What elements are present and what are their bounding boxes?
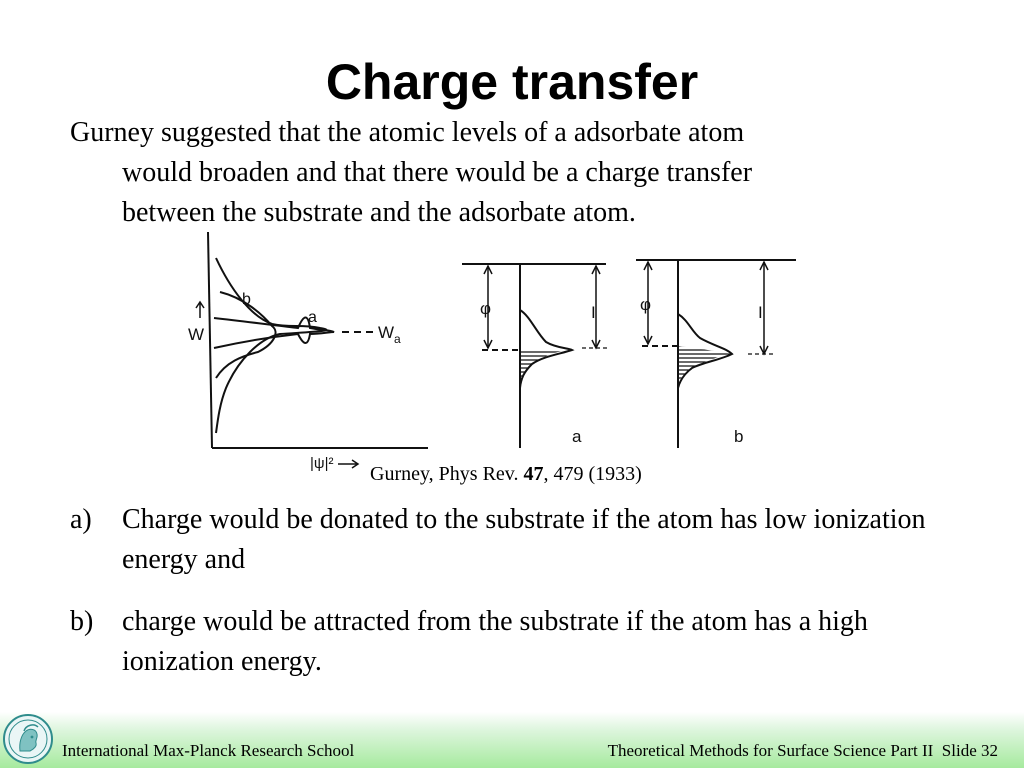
points-list (70, 500, 970, 704)
panel-a-phi-label: φ (480, 299, 492, 318)
gurney-figure (180, 228, 820, 484)
footer-right-text: Theoretical Methods for Surface Science Part II Slide 32 (607, 741, 998, 760)
citation-pages: , 479 (1933) (543, 463, 642, 485)
panel-b (636, 260, 796, 448)
footer-left-text: International Max-Planck Research School (62, 741, 355, 760)
w-arrow-icon (196, 302, 204, 318)
level-label: $W_a$ (378, 323, 401, 346)
left-x-axis-label: |ψ|² (310, 455, 334, 472)
point-a-text: Charge would be donated to the substrate if the atom has low ionization energy and (122, 504, 926, 575)
citation-authors: Gurney, Phys Rev. (370, 463, 524, 485)
curve-a (216, 258, 326, 433)
left-y-axis-label: W (188, 325, 205, 344)
left-y-axis (208, 232, 212, 448)
intro-paragraph (70, 113, 950, 233)
curve-b-label: b (242, 291, 251, 308)
intro-line-2: would broaden and that there would be a charge transfer (122, 157, 753, 188)
panel-a-i-label: I (591, 303, 596, 322)
panel-b-dos-curve (678, 314, 732, 388)
point-b (70, 602, 970, 682)
point-b-marker: b) (70, 606, 94, 637)
curve-a-label: a (308, 309, 317, 326)
point-a-marker: a) (70, 504, 92, 535)
point-a (70, 500, 970, 580)
slide-title: Charge transfer (325, 54, 699, 110)
panel-b-phi-label: φ (640, 295, 652, 314)
intro-line-1: Gurney suggested that the atomic levels of a adsorbate atom (70, 117, 745, 148)
citation-volume: 47 (523, 463, 544, 485)
citation (370, 460, 642, 488)
panel-b-label: b (734, 427, 744, 446)
broadening-panel (188, 232, 428, 472)
panel-b-i-label: I (758, 303, 763, 322)
intro-line-3: between the substrate and the adsorbate atom. (122, 197, 636, 228)
panel-a-label: a (572, 427, 582, 446)
panel-a (462, 264, 608, 448)
x-arrow-icon (338, 460, 358, 468)
panel-a-dos-curve (520, 310, 572, 388)
max-planck-minerva-logo-icon (2, 713, 54, 765)
point-b-text: charge would be attracted from the substrate if the atom has a high ionization energy. (122, 606, 868, 677)
